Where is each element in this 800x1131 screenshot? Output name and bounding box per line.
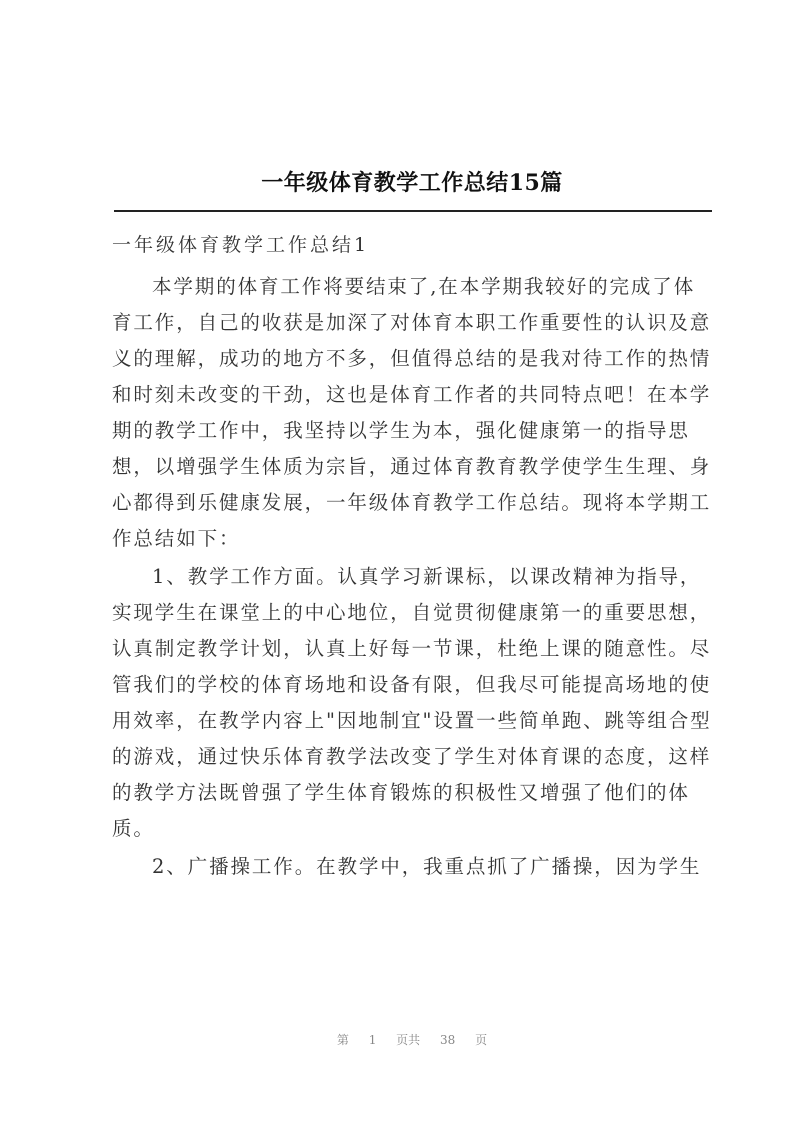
paragraph-3: [112, 849, 722, 885]
text-line: 心都得到乐健康发展，一年级体育教学工作总结。现将本学期工: [112, 491, 712, 514]
text-line: 育工作，自己的收获是加深了对体育本职工作重要性的认识及意: [112, 311, 712, 334]
paragraph-2: [112, 559, 722, 847]
document-title: 一年级体育教学工作总结15篇: [261, 170, 563, 196]
section-heading: 一年级体育教学工作总结1: [112, 234, 370, 256]
text-line: 2、广播操工作。在教学中，我重点抓了广播操，因为学生: [152, 855, 702, 878]
paragraph-1: [112, 269, 722, 557]
document-body: [112, 269, 722, 887]
text-line: 管我们的学校的体育场地和设备有限，但我尽可能提高场地的使: [112, 673, 712, 696]
text-line: 的教学方法既曾强了学生体育锻炼的积极性又增强了他们的体: [112, 781, 690, 804]
current-page: 1: [368, 1033, 377, 1047]
text-line: 用效率，在教学内容上"因地制宜"设置一些简单跑、跳等组合型: [112, 709, 712, 732]
page-footer: [0, 1031, 800, 1048]
text-line: 和时刻未改变的干劲，这也是体育工作者的共同特点吧！在本学: [112, 383, 712, 406]
footer-suffix: 页: [475, 1033, 488, 1047]
text-line: 义的理解，成功的地方不多，但值得总结的是我对待工作的热情: [112, 347, 712, 370]
text-line: 期的教学工作中，我坚持以学生为本，强化健康第一的指导思: [112, 419, 690, 442]
title-divider: [114, 210, 712, 212]
text-line: 质。: [112, 817, 155, 840]
total-pages: 38: [440, 1033, 456, 1047]
text-line: 想，以增强学生体质为宗旨，通过体育教育教学使学生生理、身: [112, 455, 712, 478]
text-line: 实现学生在课堂上的中心地位，自觉贯彻健康第一的重要思想，: [112, 601, 712, 624]
text-line: 认真制定教学计划，认真上好每一节课，杜绝上课的随意性。尽: [112, 637, 712, 660]
text-line: 的游戏，通过快乐体育教学法改变了学生对体育课的态度，这样: [112, 745, 712, 768]
text-line: 本学期的体育工作将要结束了,在本学期我较好的完成了体: [152, 275, 696, 298]
text-line: 1、教学工作方面。认真学习新课标，以课改精神为指导，: [152, 565, 702, 588]
text-line: 作总结如下：: [112, 527, 241, 550]
footer-prefix: 第: [336, 1033, 349, 1047]
footer-middle: 页共: [396, 1033, 421, 1047]
